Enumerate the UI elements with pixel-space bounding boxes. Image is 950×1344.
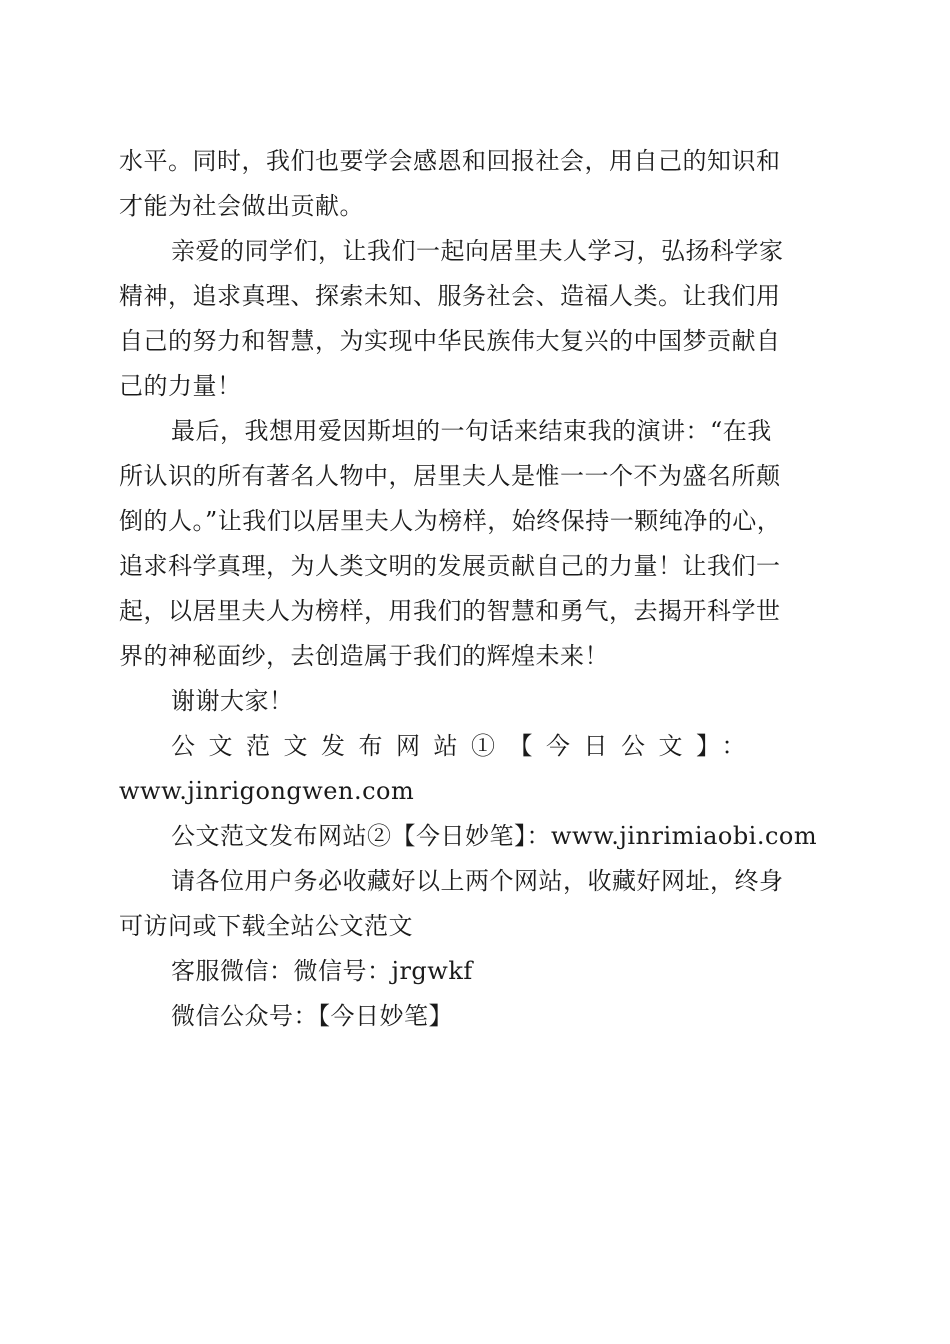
paragraph-line: 己的力量！ bbox=[119, 372, 242, 400]
closing-thanks: 谢谢大家！ bbox=[171, 687, 294, 715]
bookmark-notice: 请各位用户务必收藏好以上两个网站，收藏好网址，终身 bbox=[171, 867, 784, 895]
paragraph-line: 倒的人。”让我们以居里夫人为榜样，始终保持一颗纯净的心， bbox=[119, 507, 782, 535]
paragraph-line: 才能为社会做出贡献。 bbox=[119, 192, 364, 220]
paragraph-line: 亲爱的同学们，让我们一起向居里夫人学习，弘扬科学家 bbox=[171, 237, 784, 265]
wechat-official-account: 微信公众号：【今日妙笔】 bbox=[171, 1002, 453, 1030]
paragraph-line: 所认识的所有著名人物中，居里夫人是惟一一个不为盛名所颠 bbox=[119, 462, 781, 490]
paragraph-line: 最后，我想用爱因斯坦的一句话来结束我的演讲：“在我 bbox=[171, 417, 772, 445]
site-two-line: 公文范文发布网站②【今日妙笔】：www.jinrimiaobi.com bbox=[171, 822, 818, 850]
paragraph-line: 精神，追求真理、探索未知、服务社会、造福人类。让我们用 bbox=[119, 282, 781, 310]
bookmark-notice-cont: 可访问或下载全站公文范文 bbox=[119, 912, 413, 940]
paragraph-line: 追求科学真理，为人类文明的发展贡献自己的力量！让我们一 bbox=[119, 552, 781, 580]
paragraph-line: 起，以居里夫人为榜样，用我们的智慧和勇气，去揭开科学世 bbox=[119, 597, 781, 625]
paragraph-line: 界的神秘面纱，去创造属于我们的辉煌未来！ bbox=[119, 642, 609, 670]
site-one-url: www.jinrigongwen.com bbox=[119, 777, 415, 805]
paragraph-line: 自己的努力和智慧，为实现中华民族伟大复兴的中国梦贡献自 bbox=[119, 327, 781, 355]
paragraph-line: 水平。同时，我们也要学会感恩和回报社会，用自己的知识和 bbox=[119, 147, 781, 175]
service-wechat: 客服微信：微信号：jrgwkf bbox=[171, 957, 473, 985]
site-one-label: 公文范文发布网站①【今日公文】： bbox=[171, 732, 759, 760]
